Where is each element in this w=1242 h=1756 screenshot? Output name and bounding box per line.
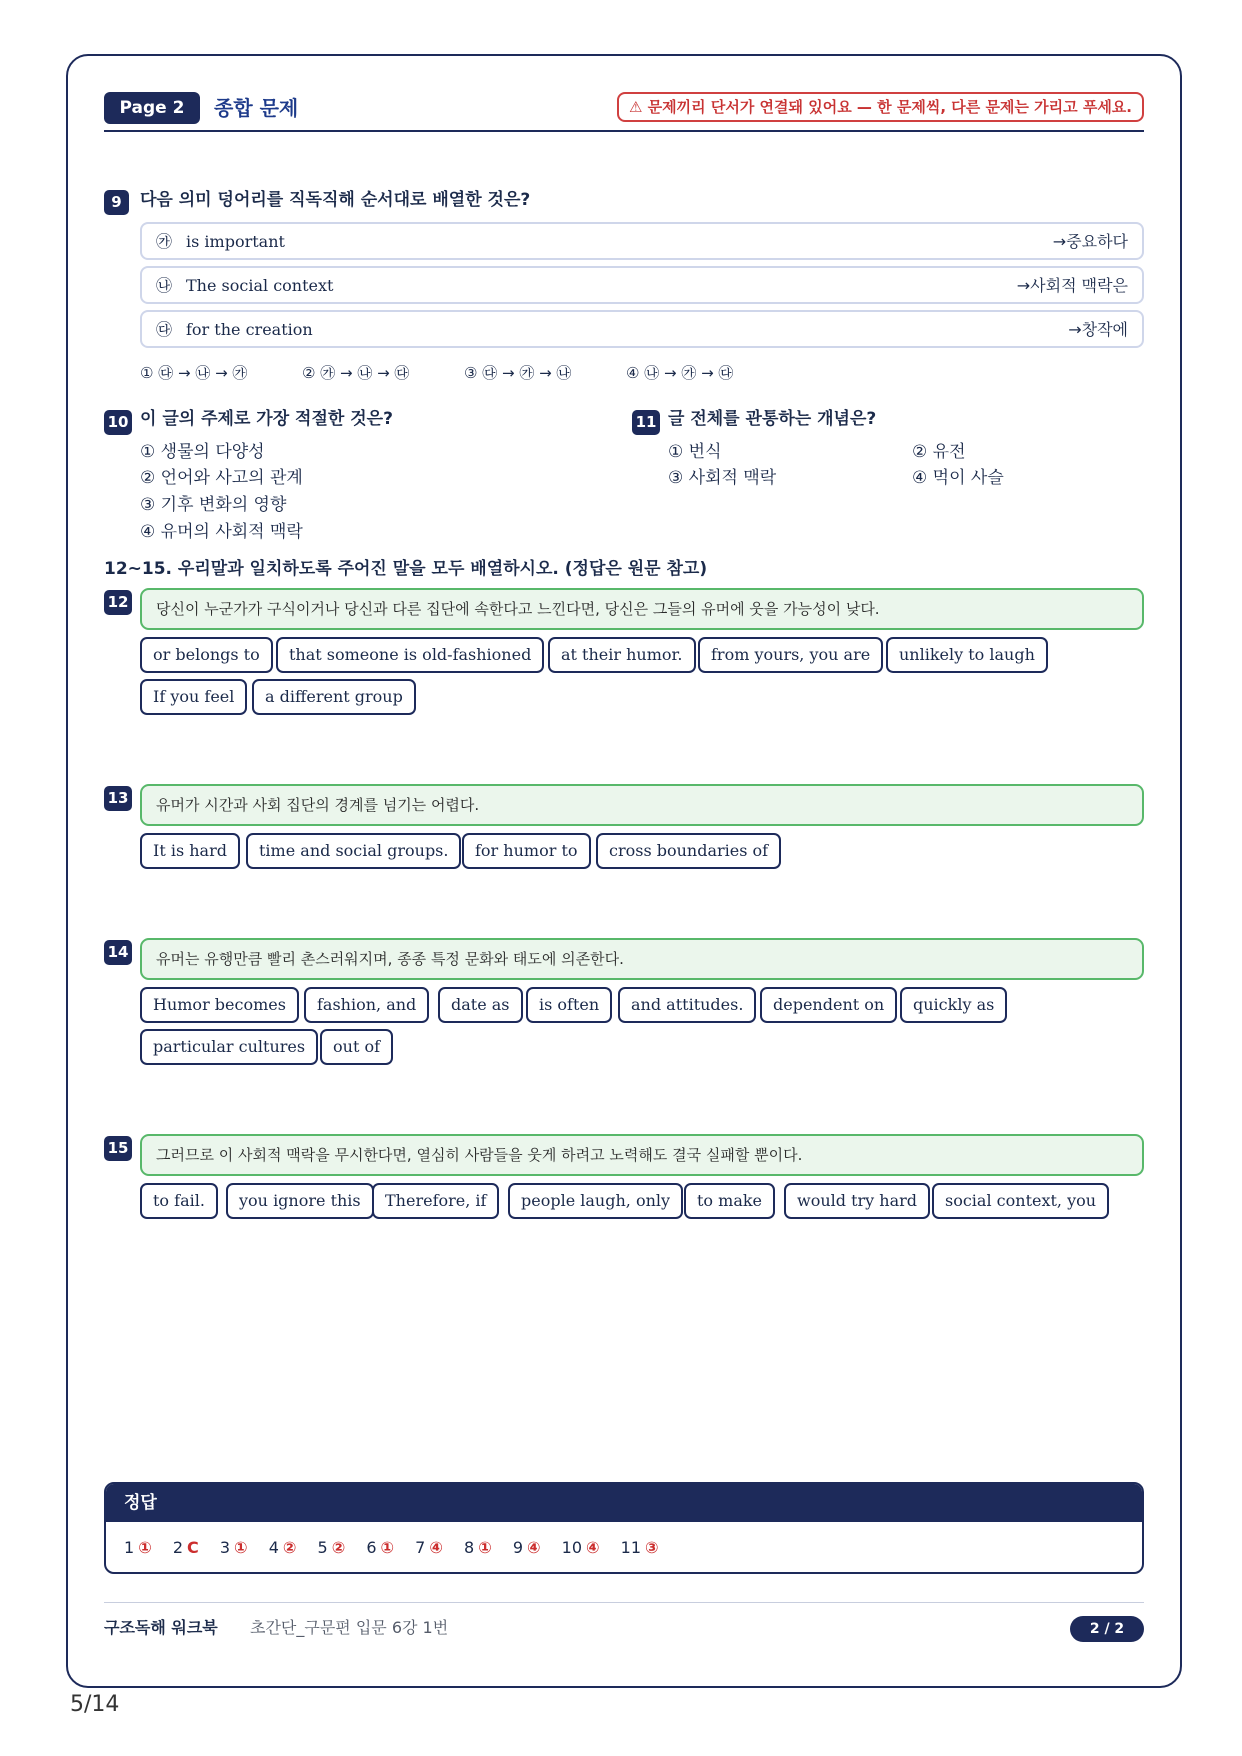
answer-key-title: 정답 — [106, 1484, 1142, 1522]
word-chip[interactable]: It is hard — [140, 833, 240, 869]
q9-option-1[interactable]: ① ㉰ → ㉯ → ㉮ — [140, 364, 248, 382]
lesson-reference: 초간단_구문편 입문 6강 1번 — [250, 1618, 449, 1637]
answer-number: 11 — [620, 1538, 642, 1557]
word-chip[interactable]: a different group — [252, 679, 416, 715]
answer-value: ② — [331, 1538, 346, 1557]
answer-item — [562, 1536, 600, 1560]
question-number-13: 13 — [104, 786, 132, 811]
page-badge: Page 2 — [104, 92, 200, 124]
q11-option-2[interactable]: ② 유전 — [912, 442, 966, 462]
question-number-11: 11 — [632, 410, 660, 435]
answer-value: ① — [380, 1538, 395, 1557]
question-number-9: 9 — [104, 190, 129, 215]
workbook-title: 구조독해 워크북 — [104, 1618, 218, 1637]
word-chip[interactable]: cross boundaries of — [596, 833, 781, 869]
korean-sentence-15: 그러므로 이 사회적 맥락을 무시한다면, 열심히 사람들을 웃게 하려고 노력해도 결국 실패할 뿐이다. — [140, 1134, 1144, 1176]
answer-item — [415, 1536, 443, 1560]
meaning-chunk-ga — [140, 222, 1144, 260]
chunk-english: The social context — [186, 276, 334, 295]
meaning-chunk-da — [140, 310, 1144, 348]
answer-value: ④ — [586, 1538, 600, 1557]
question-number-14: 14 — [104, 940, 132, 965]
q11-option-3[interactable]: ③ 사회적 맥락 — [668, 468, 777, 488]
answer-number: 6 — [366, 1538, 377, 1557]
question-prompt-10: 이 글의 주제로 가장 적절한 것은? — [140, 409, 393, 429]
answer-number: 8 — [464, 1538, 475, 1557]
answer-number: 5 — [317, 1538, 328, 1557]
chunk-mark: ㉯ — [156, 276, 173, 295]
question-prompt-11: 글 전체를 관통하는 개념은? — [668, 409, 877, 429]
answer-number: 2 — [172, 1538, 184, 1557]
answer-value: ① — [138, 1538, 152, 1557]
q10-option-3[interactable]: ③ 기후 변화의 영향 — [140, 495, 287, 515]
answer-value: C — [187, 1538, 199, 1557]
answer-item — [464, 1536, 492, 1560]
answer-item — [269, 1536, 297, 1560]
word-chip[interactable]: unlikely to laugh — [886, 637, 1048, 673]
worksheet-page — [66, 54, 1182, 1688]
chunk-korean: →창작에 — [1068, 320, 1128, 339]
answer-number: 10 — [561, 1538, 583, 1557]
warning-notice: ⚠ 문제끼리 단서가 연결돼 있어요 — 한 문제씩, 다른 문제는 가리고 푸세요. — [617, 92, 1144, 122]
answer-number: 3 — [219, 1538, 231, 1557]
arrange-section-heading: 12~15. 우리말과 일치하도록 주어진 말을 모두 배열하시오. (정답은 원문 참고) — [104, 559, 708, 579]
chunk-mark: ㉮ — [156, 232, 173, 251]
answer-value: ① — [478, 1538, 492, 1557]
answer-item — [318, 1536, 346, 1560]
chunk-english: is important — [186, 232, 285, 251]
word-chip[interactable]: or belongs to — [140, 637, 273, 673]
meaning-chunk-na — [140, 266, 1144, 304]
question-number-10: 10 — [104, 410, 132, 435]
chunk-korean: →중요하다 — [1052, 232, 1128, 251]
answer-number: 9 — [512, 1538, 524, 1557]
word-chip[interactable]: and attitudes. — [618, 987, 756, 1023]
chunk-mark: ㉰ — [156, 320, 173, 339]
answer-value: ③ — [645, 1538, 659, 1557]
chunk-english: for the creation — [186, 320, 313, 339]
q11-option-4[interactable]: ④ 먹이 사슬 — [912, 468, 1004, 488]
word-chip[interactable]: people laugh, only — [508, 1183, 683, 1219]
answer-item — [513, 1536, 541, 1560]
question-number-15: 15 — [104, 1136, 132, 1161]
answer-number: 7 — [415, 1538, 426, 1557]
word-chip[interactable]: time and social groups. — [246, 833, 461, 869]
word-chip[interactable]: out of — [320, 1029, 393, 1065]
answer-key — [104, 1482, 1144, 1574]
q11-option-1[interactable]: ① 번식 — [668, 442, 722, 462]
page-indicator: 2 / 2 — [1070, 1616, 1144, 1642]
question-prompt-9: 다음 의미 덩어리를 직독직해 순서대로 배열한 것은? — [140, 190, 531, 210]
q9-option-2[interactable]: ② ㉮ → ㉯ → ㉰ — [302, 364, 410, 382]
answer-item — [124, 1536, 152, 1560]
korean-sentence-14: 유머는 유행만큼 빨리 촌스러워지며, 종종 특정 문화와 태도에 의존한다. — [140, 938, 1144, 980]
answer-item — [220, 1536, 248, 1560]
word-chip[interactable]: that someone is old-fashioned — [276, 637, 544, 673]
word-chip[interactable]: to make — [684, 1183, 775, 1219]
section-title: 종합 문제 — [214, 96, 299, 120]
question-number-12: 12 — [104, 590, 132, 615]
word-chip[interactable]: would try hard — [784, 1183, 930, 1219]
korean-sentence-12: 당신이 누군가가 구식이거나 당신과 다른 집단에 속한다고 느낀다면, 당신은 그들의 유머에 웃을 가능성이 낮다. — [140, 588, 1144, 630]
word-chip[interactable]: date as — [438, 987, 523, 1023]
word-chip[interactable]: from yours, you are — [698, 637, 883, 673]
worksheet-content — [104, 56, 1144, 1686]
word-chip[interactable]: you ignore this — [226, 1183, 374, 1219]
korean-sentence-13: 유머가 시간과 사회 집단의 경계를 넘기는 어렵다. — [140, 784, 1144, 826]
word-chip[interactable]: is often — [526, 987, 612, 1023]
footer-divider — [104, 1602, 1144, 1603]
page-header — [104, 92, 1144, 132]
word-chip[interactable]: quickly as — [900, 987, 1007, 1023]
answer-number: 1 — [124, 1538, 135, 1557]
q10-option-2[interactable]: ② 언어와 사고의 관계 — [140, 468, 303, 488]
answer-value: ② — [282, 1538, 297, 1557]
q9-option-4[interactable]: ④ ㉯ → ㉮ → ㉰ — [626, 364, 734, 382]
word-chip[interactable]: for humor to — [462, 833, 591, 869]
chunk-korean: →사회적 맥락은 — [1016, 276, 1128, 295]
answer-value: ① — [234, 1538, 248, 1557]
answer-item — [173, 1536, 199, 1560]
word-chip[interactable]: to fail. — [140, 1183, 218, 1219]
word-chip[interactable]: dependent on — [760, 987, 897, 1023]
answer-list — [124, 1536, 675, 1560]
answer-item — [366, 1536, 394, 1560]
word-chip[interactable]: fashion, and — [304, 987, 429, 1023]
word-chip[interactable]: at their humor. — [548, 637, 696, 673]
word-chip[interactable]: Therefore, if — [372, 1183, 499, 1219]
answer-value: ④ — [429, 1538, 443, 1557]
answer-number: 4 — [268, 1538, 279, 1557]
word-chip[interactable]: Humor becomes — [140, 987, 299, 1023]
word-chip[interactable]: particular cultures — [140, 1029, 318, 1065]
document-page-count: 5/14 — [70, 1692, 120, 1717]
q10-option-1[interactable]: ① 생물의 다양성 — [140, 442, 265, 462]
word-chip[interactable]: If you feel — [140, 679, 247, 715]
q10-option-4[interactable]: ④ 유머의 사회적 맥락 — [140, 522, 303, 542]
word-chip[interactable]: social context, you — [932, 1183, 1109, 1219]
answer-item — [621, 1536, 659, 1560]
answer-value: ④ — [527, 1538, 541, 1557]
q9-option-3[interactable]: ③ ㉰ → ㉮ → ㉯ — [464, 364, 572, 382]
